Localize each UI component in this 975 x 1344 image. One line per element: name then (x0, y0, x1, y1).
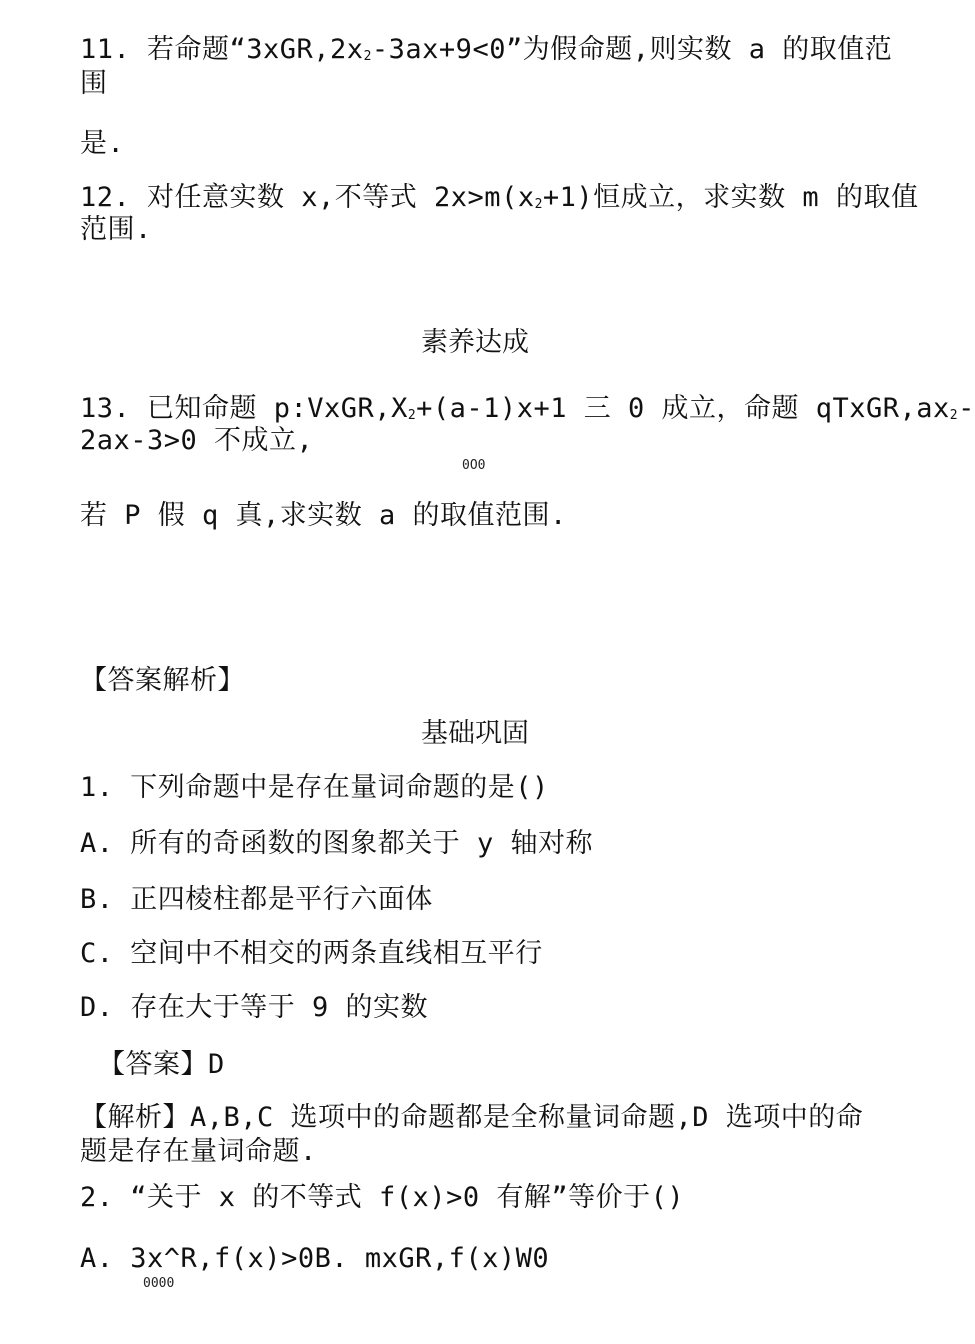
q13-line-1: 13. 已知命题 $p:VxGR,X_2+(a-1)x+1$ 三 0 成立，命题 $qTxGR,ax_2-$ (80, 393, 975, 424)
q11-line-1: 11. 若命题“$3xGR,2x_2-3ax+9<0$”为假命题,则实数 a 的取值范 (80, 34, 893, 65)
q13-line-3: 若 P 假 q 真,求实数 a 的取值范围. (80, 500, 567, 531)
q1-option-a: A. 所有的奇函数的图象都关于 y 轴对称 (80, 828, 594, 859)
q1-option-d: D. 存在大于等于 9 的实数 (80, 992, 429, 1023)
q2-options: A. 3x^R,f(x)>0B. mxGR,f(x)W0 (80, 1243, 550, 1274)
section-title-basic: 基础巩固 (421, 718, 529, 749)
q1-option-c: C. 空间中不相交的两条直线相互平行 (80, 938, 543, 969)
q12-line-1: 12. 对任意实数 x,不等式 $2x>m(x_2+1)$恒成立，求实数 m 的取值 (80, 182, 919, 213)
q11-line-3: 是. (80, 128, 125, 159)
q1-stem: 1. 下列命题中是存在量词命题的是() (80, 772, 549, 803)
q2-stem: 2. “关于 x 的不等式 f(x)>0 有解”等价于() (80, 1182, 685, 1213)
section-title-literacy: 素养达成 (421, 327, 529, 358)
answer-section-header: 【答案解析】 (80, 665, 245, 696)
q13-line-2: 2ax-3>0 不成立, (80, 425, 314, 456)
q1-answer: 【答案】D (98, 1049, 225, 1080)
q1-analysis-line-1: 【解析】A,B,C 选项中的命题都是全称量词命题,D 选项中的命 (80, 1102, 864, 1133)
q12-line-2: 范围. (80, 214, 152, 245)
q1-analysis-line-2: 题是存在量词命题. (80, 1136, 317, 1167)
q13-small-marks: 0O0 (462, 458, 486, 473)
q2-small-marks: 0000 (143, 1276, 175, 1291)
q1-option-b: B. 正四棱柱都是平行六面体 (80, 884, 433, 915)
q11-line-2: 围 (80, 68, 108, 99)
